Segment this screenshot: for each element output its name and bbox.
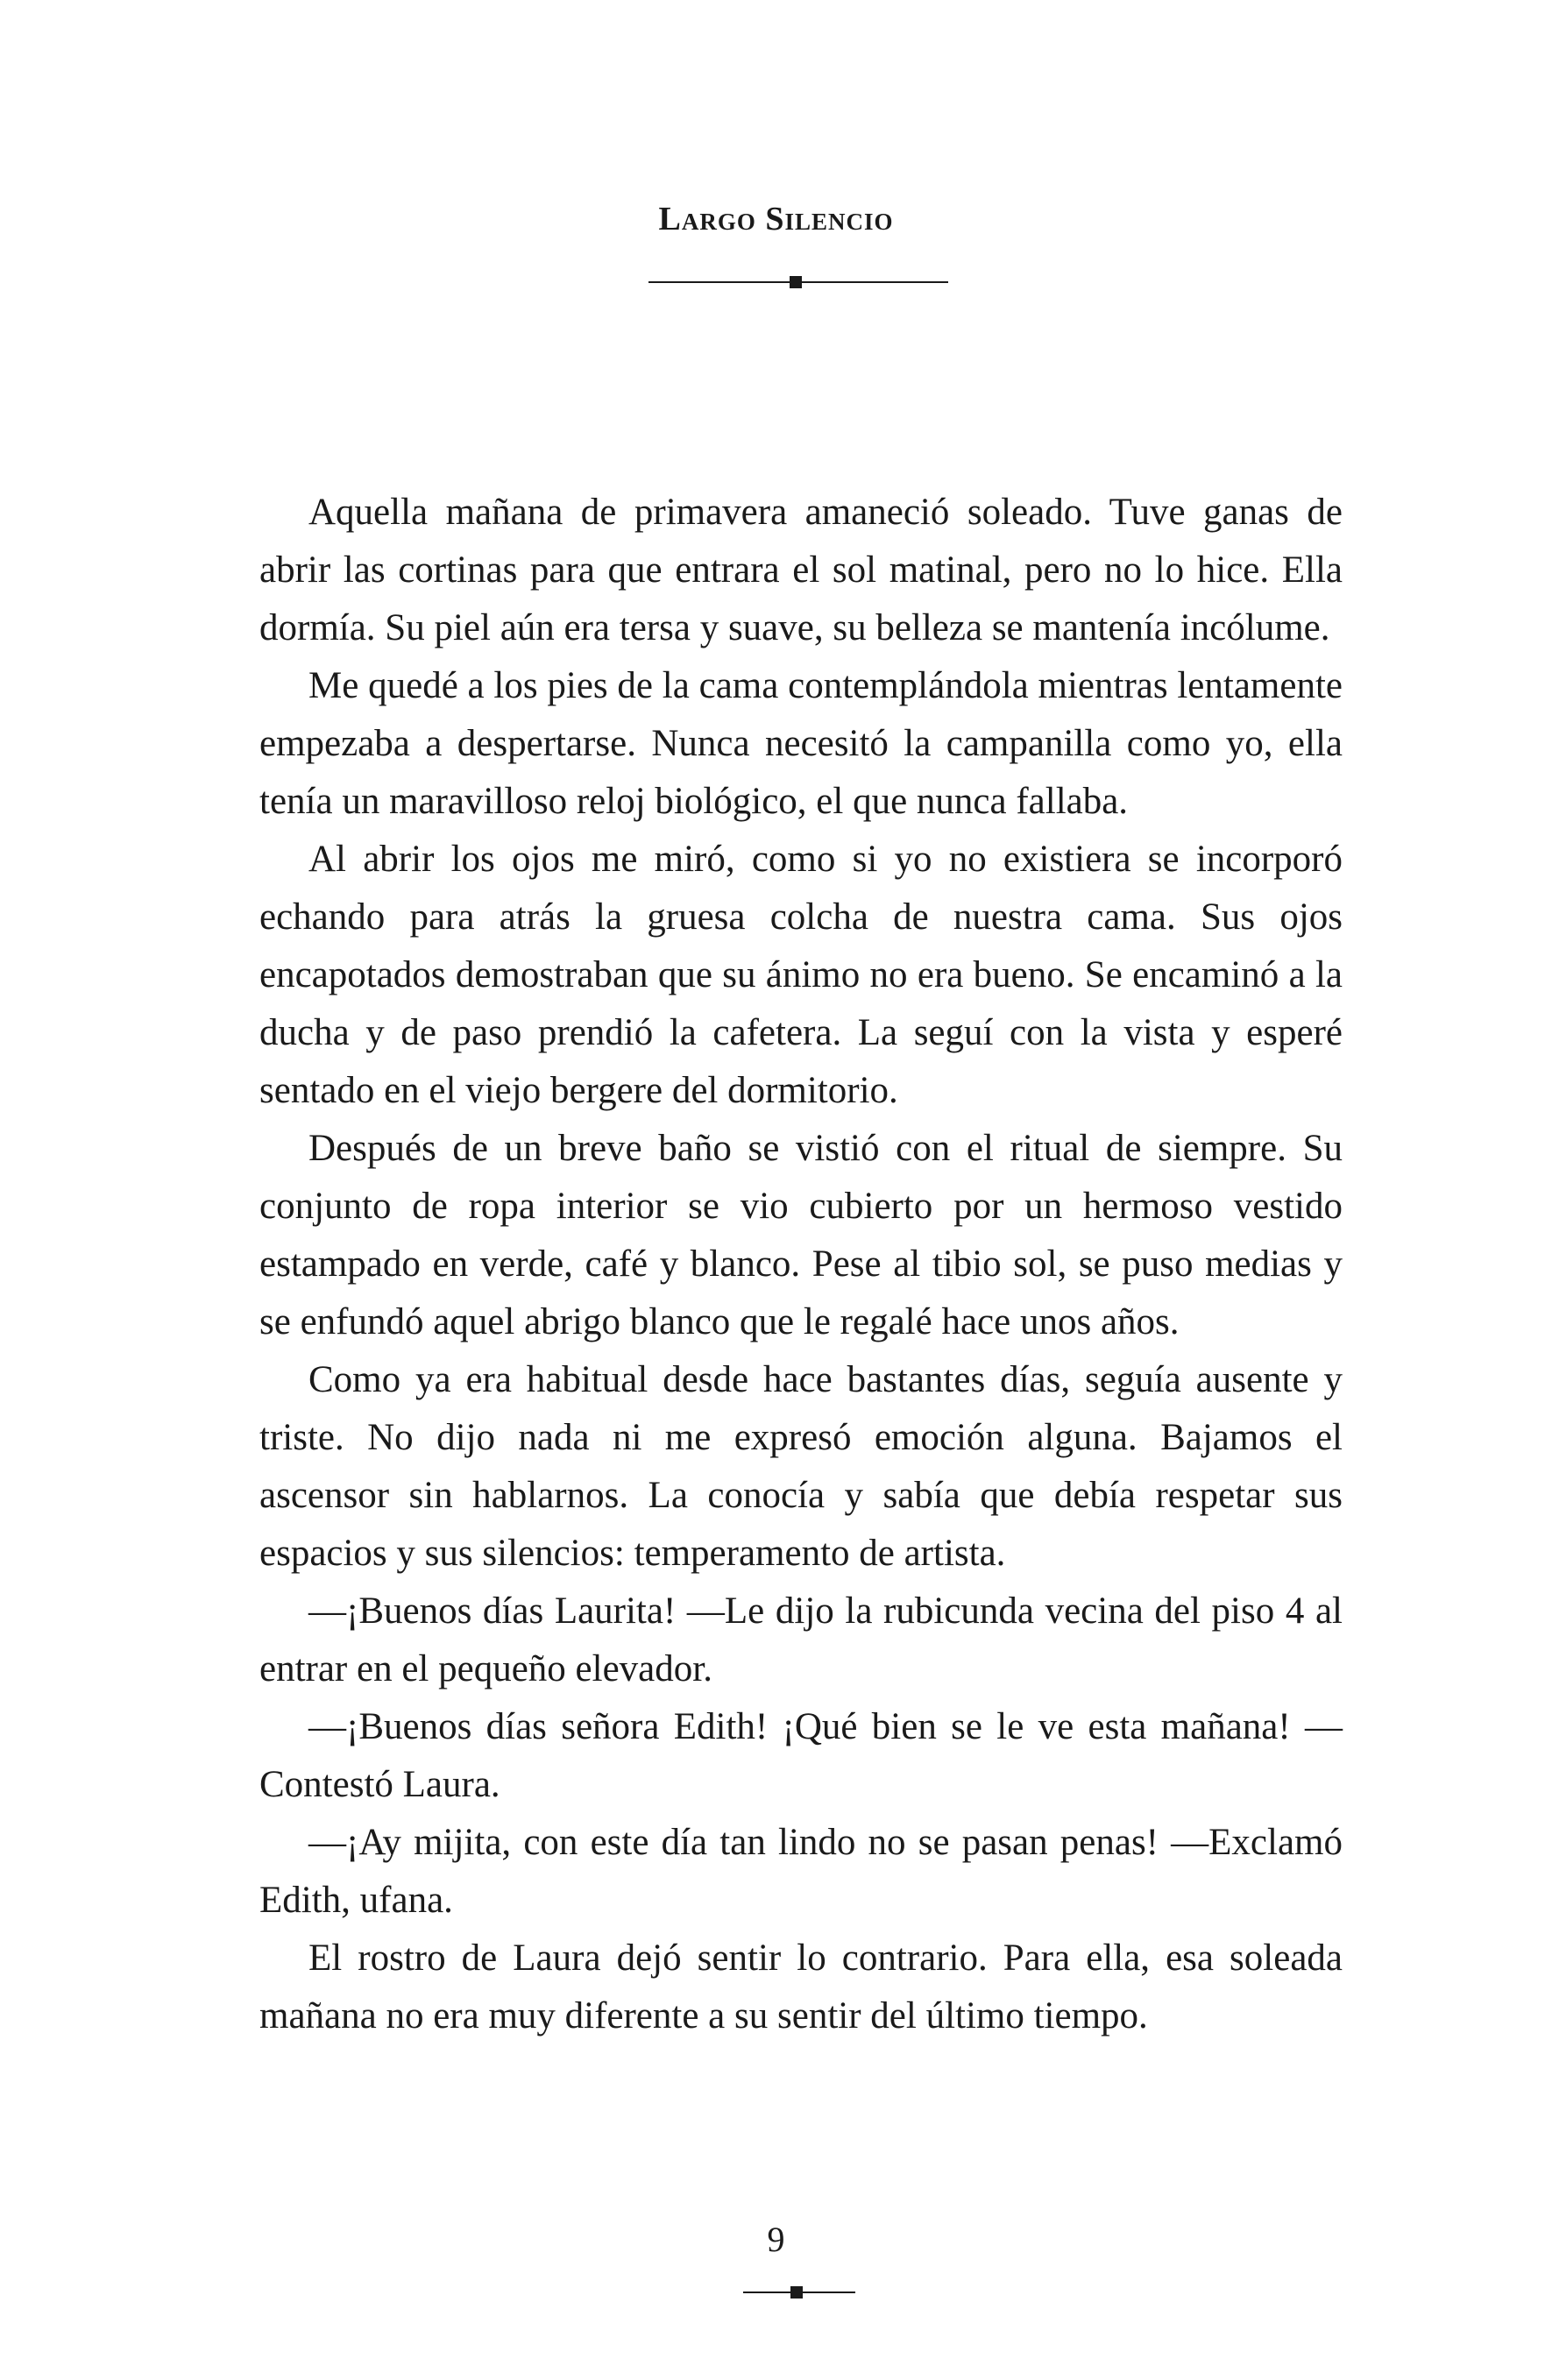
page-number: 9 — [767, 2220, 785, 2259]
ornament-rule-right — [803, 2291, 855, 2293]
paragraph: Después de un breve baño se vistió con el ritual de siempre. Su conjunto de ropa interior se vio cubierto por un hermoso vestido estampado en verde, café y blanco. Pese al tibio sol, se puso medias y se enfundó aquel abrigo blanco que le regalé hace unos años. — [259, 1128, 1343, 1342]
running-head-title: Largo Silencio — [658, 201, 894, 237]
body-text — [259, 484, 1343, 2045]
ornament-square-icon — [790, 2286, 803, 2299]
dialogue-paragraph: —¡Buenos días Laurita! —Le dijo la rubicunda vecina del piso 4 al entrar en el pequeño elevador. — [259, 1590, 1343, 1689]
dialogue-paragraph: —¡Buenos días señora Edith! ¡Qué bien se le ve esta mañana! —Contestó Laura. — [259, 1706, 1343, 1805]
ornament-rule-right — [802, 281, 948, 283]
paragraph: Aquella mañana de primavera amaneció soleado. Tuve ganas de abrir las cortinas para que entrara el sol matinal, pero no lo hice. Ella dormía. Su piel aún era tersa y suave, su belleza se mantenía incólume. — [259, 492, 1343, 648]
ornament-rule-left — [743, 2291, 790, 2293]
paragraph: Como ya era habitual desde hace bastantes días, seguía ausente y triste. No dijo nada ni me expresó emoción alguna. Bajamos el ascensor sin hablarnos. La conocía y sabía que debía respetar sus espacios y sus silencios: temperamento de artista. — [259, 1359, 1343, 1574]
ornament-rule-left — [648, 281, 790, 283]
paragraph: Al abrir los ojos me miró, como si yo no existiera se incorporó echando para atrás la gruesa colcha de nuestra cama. Sus ojos encapotados demostraban que su ánimo no era bueno. Se encaminó a la ducha y de paso prendió la cafetera. La seguí con la vista y esperé sentado en el viejo bergere del dormitorio. — [259, 839, 1343, 1111]
paragraph: Me quedé a los pies de la cama contemplándola mientras lentamente empezaba a despertarse. Nunca necesitó la campanilla como yo, ella tenía un maravilloso reloj biológico, el que nunca fallaba. — [259, 665, 1343, 822]
footer-ornament — [0, 2284, 1552, 2301]
dialogue-paragraph: —¡Ay mijita, con este día tan lindo no se pasan penas! —Exclamó Edith, ufana. — [259, 1822, 1343, 1921]
paragraph: El rostro de Laura dejó sentir lo contrario. Para ella, esa soleada mañana no era muy diferente a su sentir del último tiempo. — [259, 1937, 1343, 2036]
header-ornament — [0, 273, 1552, 291]
ornament-square-icon — [790, 276, 802, 288]
